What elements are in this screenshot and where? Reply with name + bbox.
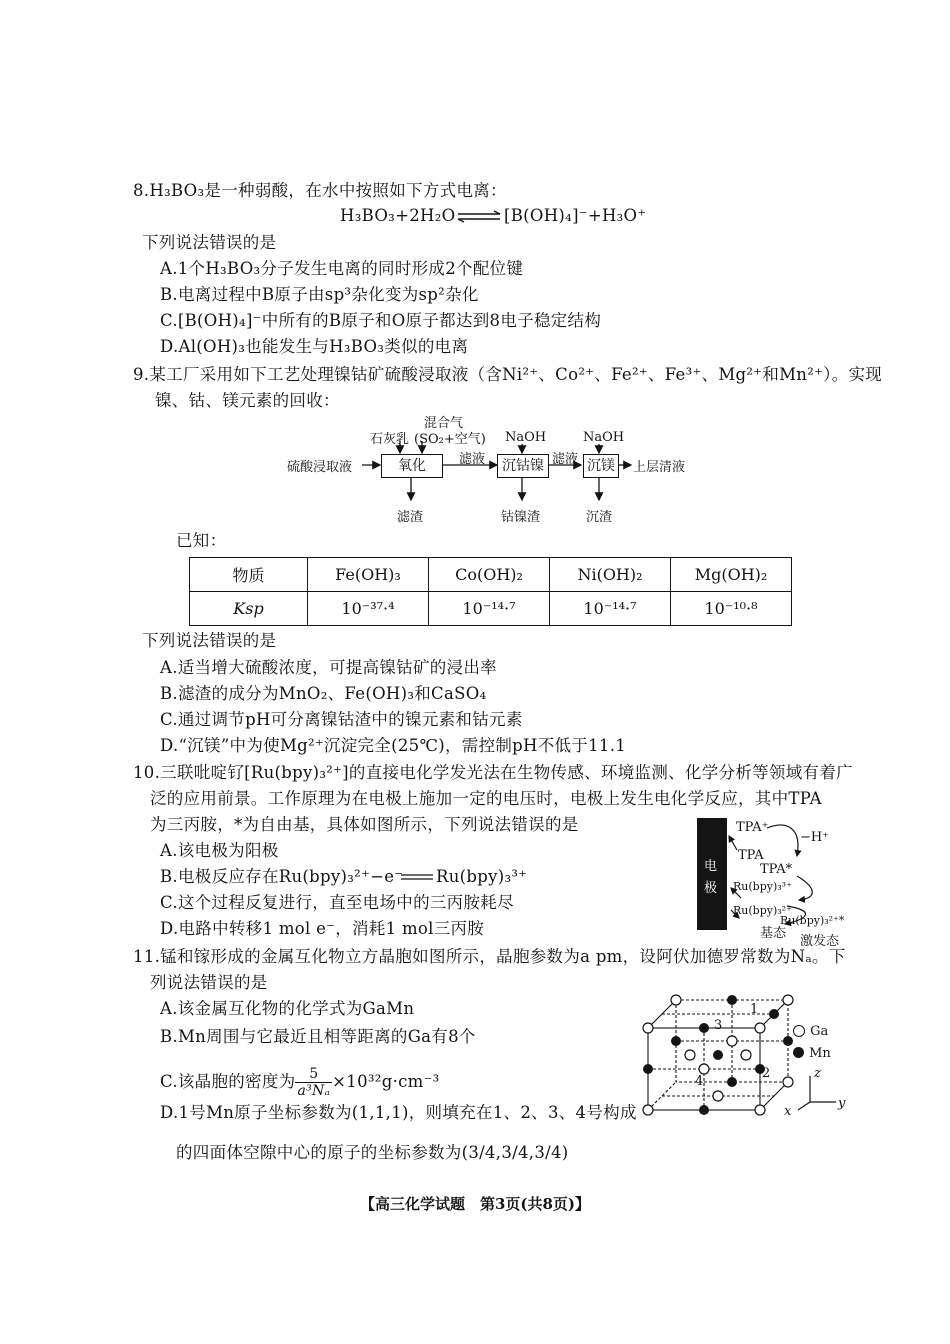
flow-reagent-lime: 石灰乳 (370, 432, 410, 447)
q8-option-d: D.Al(OH)₃也能发生与H₃BO₃类似的电离 (160, 337, 469, 356)
legend-ga (793, 1020, 828, 1039)
label-ru2-star: Ru(bpy)₃²⁺* (780, 914, 845, 927)
q9-option-b: B.滤渣的成分为MnO₂、Fe(OH)₃和CaSO₄ (160, 684, 487, 703)
legend-ga-label: Ga (810, 1024, 829, 1039)
ga-circle-icon (793, 1025, 805, 1037)
q11-option-d-prefix: 的四面体空隙中心的原子的坐标参数为 (176, 1143, 462, 1162)
flow-reagent-naoh-2: NaOH (583, 430, 625, 445)
flow-filtrate-2: 滤液 (552, 452, 579, 467)
q10-stem-line2: 泛的应用前景。工作原理为在电极上施加一定的电压时，电极上发生电化学反应，其中TPA (150, 789, 822, 808)
label-tpa-star: TPA* (760, 862, 793, 877)
q8-stem: 8.H₃BO₃是一种弱酸，在水中按照如下方式电离： (133, 181, 507, 200)
label-ru3: Ru(bpy)₃³⁺ (733, 880, 792, 893)
q9-option-c: C.通过调节pH可分离镍钴渣中的镍元素和钴元素 (160, 710, 523, 729)
axis-y-label: y (838, 1096, 846, 1111)
table-header-cell: Ni(OH)₂ (550, 558, 671, 592)
q11-option-d-coord: (3/4,3/4,3/4) (461, 1143, 569, 1162)
q8-prompt: 下列说法错误的是 (142, 233, 277, 252)
legend-mn-label: Mn (809, 1046, 831, 1061)
axis-x-label: x (784, 1104, 792, 1119)
flow-out-sediment: 沉渣 (586, 510, 613, 525)
cell-label-2: 2 (762, 1066, 771, 1081)
q9-known: 已知： (176, 531, 227, 550)
label-excited-state: 激发态 (800, 934, 840, 949)
q10-option-c: C.这个过程反复进行，直至电场中的三丙胺耗尽 (160, 893, 514, 912)
q11-option-c-prefix: C.该晶胞的密度为 (160, 1072, 296, 1091)
table-cell: 10⁻¹⁰·⁸ (671, 592, 792, 626)
cell-label-1: 1 (750, 1002, 759, 1017)
q8-option-a: A.1个H₃BO₃分子发生电离的同时形成2个配位键 (160, 259, 524, 278)
flow-start: 硫酸浸取液 (287, 460, 353, 475)
label-tpa-plus: TPA⁺ (736, 820, 769, 835)
q9-option-a: A.适当增大硫酸浓度，可提高镍钴矿的浸出率 (160, 658, 497, 677)
cell-label-3: 3 (714, 1018, 723, 1033)
q8-equation-right: [B(OH)₄]⁻+H₃O⁺ (504, 206, 647, 225)
ksp-table (189, 557, 792, 626)
q11-option-c-suffix: ×10³²g·cm⁻³ (332, 1072, 440, 1091)
table-header-cell: Co(OH)₂ (429, 558, 550, 592)
q9-stem-line1: 9.某工厂采用如下工艺处理镍钴矿硫酸浸取液（含Ni²⁺、Co²⁺、Fe²⁺、Fe³⁺、Mg²⁺和Mn²⁺）。实现 (133, 365, 883, 384)
q8-option-c: C.[B(OH)₄]⁻中所有的B原子和O原子都达到8电子稳定结构 (160, 311, 602, 330)
table-cell: 10⁻¹⁴·⁷ (429, 592, 550, 626)
flow-out-co-ni-residue: 钴镍渣 (501, 510, 541, 525)
density-fraction (295, 1066, 332, 1099)
electrode-bar (697, 818, 727, 930)
q11-option-c (160, 1066, 440, 1099)
electrode-label-2: 极 (704, 881, 718, 896)
cell-label-4: 4 (695, 1074, 704, 1089)
flow-reagent-naoh-1: NaOH (505, 430, 547, 445)
q10-option-d: D.电路中转移1 mol e⁻，消耗1 mol三丙胺 (160, 919, 485, 938)
q11-option-d-line2 (176, 1142, 569, 1164)
flow-box-mg-precip: 沉镁 (583, 454, 619, 478)
q10-option-a: A.该电极为阳极 (160, 841, 279, 860)
label-ru2: Ru(bpy)₃²⁺ (733, 904, 792, 917)
q10-option-b-right: Ru(bpy)₃³⁺ (436, 867, 528, 886)
label-tpa: TPA (738, 848, 764, 863)
equals-arrow-icon (400, 873, 434, 881)
q9-prompt: 下列说法错误的是 (142, 631, 277, 650)
q11-option-a: A.该金属互化物的化学式为GaMn (160, 999, 415, 1018)
table-row (190, 558, 792, 592)
flow-reagent-gas: 混合气 (424, 416, 464, 431)
q8-equation-left: H₃BO₃+2H₂O (340, 206, 456, 225)
mn-circle-icon (793, 1047, 804, 1058)
fraction-denominator: a³Nₐ (297, 1083, 331, 1099)
axis-z-label: z (814, 1066, 821, 1081)
label-minus-h: −H⁺ (800, 830, 830, 845)
q8-option-b: B.电离过程中B原子由sp³杂化变为sp²杂化 (160, 285, 479, 304)
table-header-cell: 物质 (190, 558, 308, 592)
flow-out-residue: 滤渣 (397, 510, 424, 525)
equilibrium-arrow-icon (456, 210, 502, 224)
flow-box-oxidation: 氧化 (381, 454, 443, 478)
q11-stem-line1: 11.锰和镓形成的金属互化物立方晶胞如图所示，晶胞参数为a pm，设阿伏加德罗常数为Nₐ。下 (133, 947, 846, 966)
flow-reagent-gas-formula: (SO₂+空气) (414, 432, 486, 447)
fraction-numerator: 5 (295, 1066, 332, 1083)
q11-option-b: B.Mn周围与它最近且相等距离的Ga有8个 (160, 1027, 476, 1046)
table-header-cell: Fe(OH)₃ (308, 558, 429, 592)
electrode-label-1: 电 (704, 859, 718, 874)
q10-stem-line1: 10.三联吡啶钌[Ru(bpy)₃²⁺]的直接电化学发光法在生物传感、环境监测、化学分析等领域有着广 (133, 763, 853, 782)
table-row (190, 592, 792, 626)
table-row-label: Ksp (190, 592, 308, 626)
label-ground-state: 基态 (760, 926, 787, 941)
flow-end: 上层清液 (633, 460, 686, 475)
q11-stem-line2: 列说法错误的是 (150, 973, 268, 992)
q10-option-b-left: B.电极反应存在Ru(bpy)₃²⁺−e⁻ (160, 867, 404, 886)
table-header-cell: Mg(OH)₂ (671, 558, 792, 592)
flow-box-co-ni-precip: 沉钴镍 (497, 454, 549, 478)
q11-option-d-line1: D.1号Mn原子坐标参数为(1,1,1)，则填充在1、2、3、4号构成 (160, 1103, 637, 1122)
legend-mn (793, 1042, 831, 1061)
q9-stem-line2: 镍、钴、镁元素的回收： (155, 391, 340, 410)
q10-stem-line3: 为三丙胺，*为自由基，具体如图所示，下列说法错误的是 (150, 815, 579, 834)
q9-option-d: D.“沉镁”中为使Mg²⁺沉淀完全(25℃)，需控制pH不低于11.1 (160, 736, 627, 755)
flow-filtrate-1: 滤液 (459, 452, 486, 467)
table-cell: 10⁻³⁷·⁴ (308, 592, 429, 626)
table-cell: 10⁻¹⁴·⁷ (550, 592, 671, 626)
page-footer: 【高三化学试题 第3页(共8页)】 (359, 1195, 591, 1213)
